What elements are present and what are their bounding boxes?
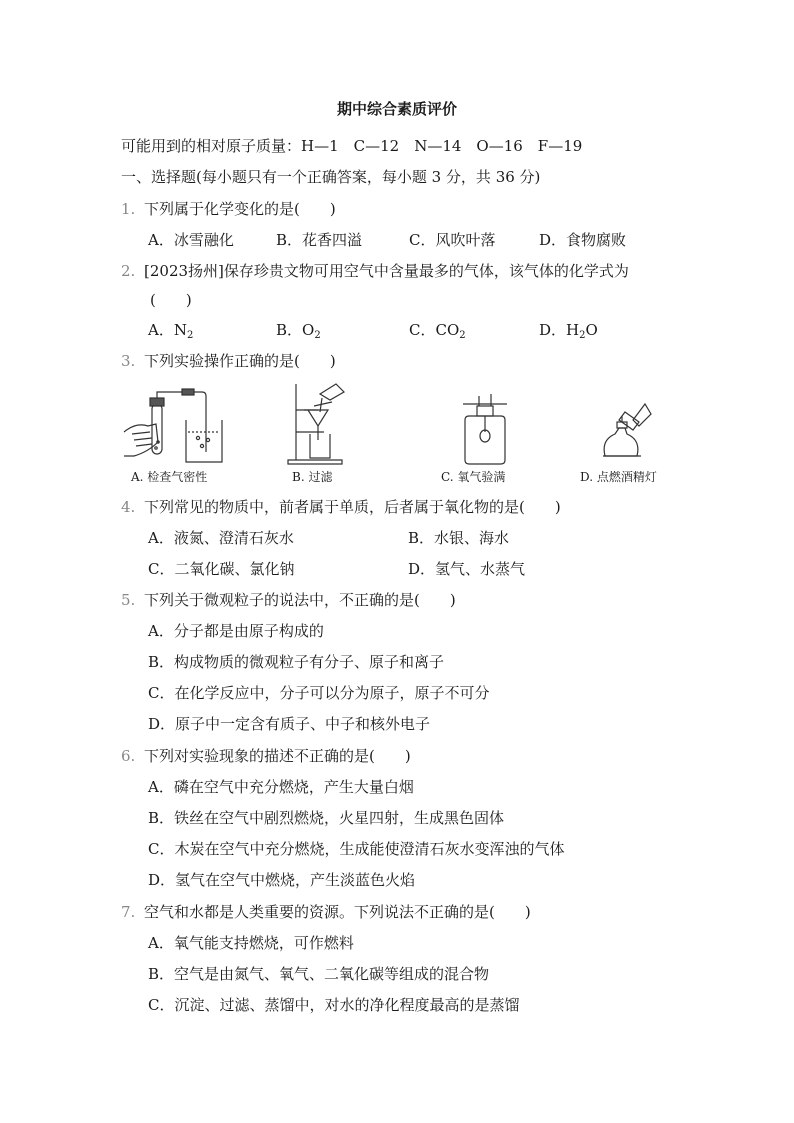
option-a: A．冰雪融化 — [148, 231, 234, 249]
question-number: 7. — [121, 903, 136, 921]
question-stem: 下列属于化学变化的是( ) — [144, 200, 336, 218]
option-d: D．氢气在空气中燃烧，产生淡蓝色火焰 — [148, 871, 416, 889]
option-c: C．在化学反应中，分子可以分为原子，原子不可分 — [148, 684, 490, 702]
question-number: 1. — [121, 200, 136, 218]
atomic-masses: 可能用到的相对原子质量：H—1 C—12 N—14 O—16 F—19 — [121, 137, 583, 155]
option-c: C．风吹叶落 — [409, 231, 496, 249]
option-b: B．空气是由氮气、氧气、二氧化碳等组成的混合物 — [148, 965, 490, 983]
option-c — [409, 320, 466, 340]
formula-subscript: 2 — [459, 330, 466, 341]
question-number: 6. — [121, 747, 136, 765]
option-d: D．食物腐败 — [539, 231, 627, 249]
formula-main: CO — [435, 321, 460, 339]
filtration-figure — [284, 380, 354, 468]
formula-subscript: 2 — [314, 330, 321, 341]
option-d: D．氢气、水蒸气 — [408, 560, 526, 578]
option-a: A．磷在空气中充分燃烧，产生大量白烟 — [148, 778, 414, 796]
option-label: C． — [409, 321, 436, 339]
caption-a: A. 检查气密性 — [131, 470, 208, 484]
formula-subscript: 2 — [186, 330, 194, 341]
option-c: C．木炭在空气中充分燃烧，生成能使澄清石灰水变浑浊的气体 — [148, 840, 565, 858]
question-stem: 下列实验操作正确的是( ) — [144, 352, 336, 370]
option-b: B．水银、海水 — [408, 529, 510, 547]
formula-subscript: 2 — [579, 330, 586, 341]
alcohol-lamp-figure — [595, 400, 655, 464]
question-stem: 下列常见的物质中，前者属于单质，后者属于氧化物的是( ) — [144, 498, 561, 516]
question-stem: 空气和水都是人类重要的资源。下列说法不正确的是( ) — [144, 903, 531, 921]
question-stem: [2023扬州]保存珍贵文物可用空气中含量最多的气体，该气体的化学式为 — [144, 262, 629, 280]
formula-main: H — [566, 321, 580, 339]
option-c: C．二氧化碳、氯化钠 — [148, 560, 295, 578]
question-number: 4. — [121, 498, 136, 516]
question-number: 5. — [121, 591, 136, 609]
question-stem: 下列对实验现象的描述不正确的是( ) — [144, 747, 411, 765]
question-number: 2. — [121, 262, 136, 280]
oxygen-check-figure — [455, 392, 515, 468]
caption-c: C. 氧气验满 — [441, 470, 506, 484]
option-a — [148, 320, 193, 340]
option-b: B．花香四溢 — [276, 231, 363, 249]
option-c: C．沉淀、过滤、蒸馏中，对水的净化程度最高的是蒸馏 — [148, 996, 520, 1014]
option-a: A．分子都是由原子构成的 — [148, 622, 324, 640]
caption-d: D. 点燃酒精灯 — [580, 470, 657, 484]
question-number: 3. — [121, 352, 136, 370]
section-heading: 一、选择题(每小题只有一个正确答案，每小题 3 分，共 36 分) — [121, 168, 541, 186]
formula-main: O — [302, 321, 315, 339]
airtightness-check-figure — [122, 382, 232, 466]
option-label: D． — [539, 321, 567, 339]
formula-tail: O — [585, 321, 598, 339]
formula-main: N — [173, 321, 187, 339]
option-a: A．氧气能支持燃烧，可作燃料 — [148, 934, 354, 952]
option-b: B．构成物质的微观粒子有分子、原子和离子 — [148, 653, 445, 671]
option-d: D．原子中一定含有质子、中子和核外电子 — [148, 715, 431, 733]
caption-b: B. 过滤 — [292, 470, 333, 484]
option-label: A． — [148, 321, 174, 339]
option-b — [276, 320, 321, 340]
answer-bracket: ( ) — [150, 291, 192, 309]
page-title: 期中综合素质评价 — [336, 100, 457, 118]
option-b: B．铁丝在空气中剧烈燃烧，火星四射，生成黑色固体 — [148, 809, 505, 827]
option-a: A．液氮、澄清石灰水 — [148, 529, 294, 547]
question-stem: 下列关于微观粒子的说法中，不正确的是( ) — [144, 591, 456, 609]
option-d — [539, 320, 598, 340]
option-label: B． — [276, 321, 303, 339]
